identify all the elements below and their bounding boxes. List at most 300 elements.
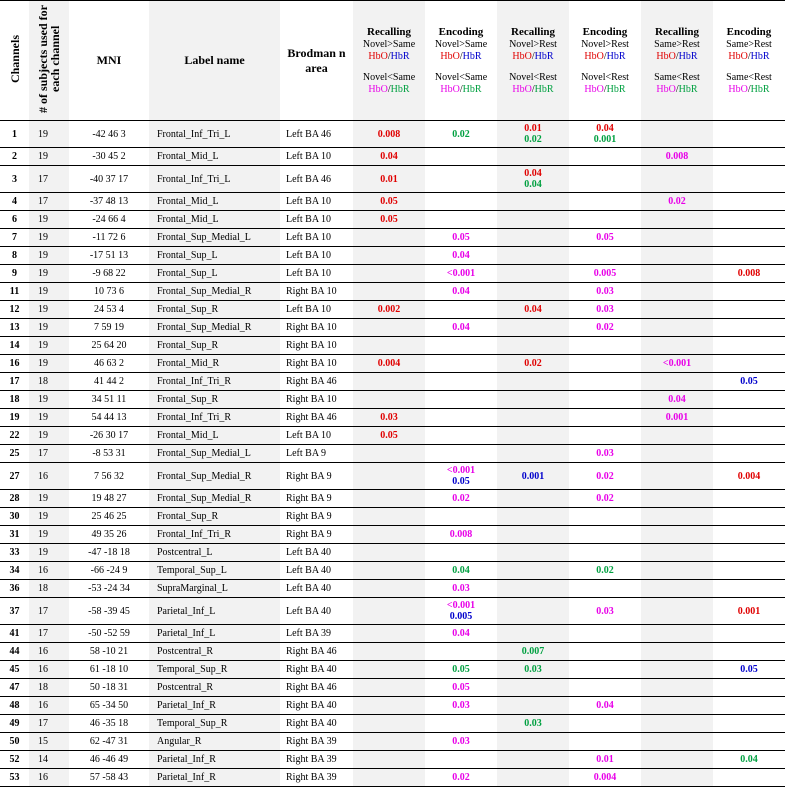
mni-coordinates: 65 -34 50	[69, 697, 149, 715]
p-value: 0.008	[665, 151, 689, 162]
label-name: Frontal_Inf_Tri_R	[149, 373, 280, 391]
table-row	[0, 337, 785, 355]
p-value-cell	[569, 661, 641, 679]
p-value-cell	[641, 193, 713, 211]
subject-count: 17	[29, 166, 69, 193]
subject-count: 18	[29, 580, 69, 598]
table-row	[0, 247, 785, 265]
p-value: 0.02	[668, 196, 686, 207]
brodmann-area: Right BA 10	[280, 355, 353, 373]
p-value: 0.03	[596, 448, 614, 459]
p-value-cell	[497, 598, 569, 625]
legend-slash: /	[387, 50, 391, 62]
p-value-cell	[353, 598, 425, 625]
p-value-cell	[641, 679, 713, 697]
header-contrast	[713, 1, 785, 121]
subject-count: 19	[29, 121, 69, 148]
subject-count: 19	[29, 355, 69, 373]
table-row	[0, 715, 785, 733]
table-row	[0, 121, 785, 148]
p-value-cell	[641, 643, 713, 661]
p-value-cell	[497, 508, 569, 526]
contrast-negative: Same<Rest	[654, 71, 700, 83]
p-value-cell	[713, 229, 785, 247]
subject-count: 19	[29, 283, 69, 301]
p-value-cell	[713, 373, 785, 391]
p-value-cell	[569, 625, 641, 643]
channel-number: 50	[0, 733, 29, 751]
header-row	[0, 1, 785, 121]
channel-number: 8	[0, 247, 29, 265]
table-row	[0, 661, 785, 679]
channel-number: 2	[0, 148, 29, 166]
brodmann-area: Right BA 46	[280, 409, 353, 427]
brodmann-area: Left BA 39	[280, 625, 353, 643]
p-value-cell	[569, 643, 641, 661]
contrast-negative-group	[353, 72, 425, 96]
p-value-cell	[569, 769, 641, 787]
p-value-cell	[353, 319, 425, 337]
brodmann-area: Right BA 46	[280, 373, 353, 391]
header-contrast	[497, 1, 569, 121]
p-value-cell	[569, 301, 641, 319]
p-value-cell	[353, 193, 425, 211]
p-value-cell	[425, 490, 497, 508]
p-value: 0.04	[452, 250, 470, 261]
p-value: 0.04	[740, 754, 758, 765]
p-value: 0.03	[452, 700, 470, 711]
p-value-cell	[713, 490, 785, 508]
mni-coordinates: 7 59 19	[69, 319, 149, 337]
p-value-cell	[497, 409, 569, 427]
p-value-cell	[713, 643, 785, 661]
legend-slash: /	[531, 50, 535, 62]
p-value: 0.04	[524, 179, 542, 190]
p-value-cell	[353, 580, 425, 598]
table-row	[0, 427, 785, 445]
hbr-legend: HbR	[462, 50, 482, 62]
p-value-cell	[425, 598, 497, 625]
p-value-cell	[713, 265, 785, 283]
p-value: 0.03	[596, 304, 614, 315]
channel-number: 17	[0, 373, 29, 391]
brodmann-area: Right BA 46	[280, 679, 353, 697]
table-row	[0, 490, 785, 508]
p-value: 0.007	[521, 646, 545, 657]
p-value-cell	[713, 319, 785, 337]
p-value-cell	[425, 337, 497, 355]
p-value-cell	[713, 751, 785, 769]
p-value-cell	[641, 490, 713, 508]
p-value-cell	[353, 562, 425, 580]
p-value-cell	[713, 301, 785, 319]
contrast-positive-group	[425, 26, 497, 63]
p-value-cell	[569, 229, 641, 247]
p-value: 0.04	[452, 628, 470, 639]
mni-coordinates: 41 44 2	[69, 373, 149, 391]
p-value-cell	[713, 715, 785, 733]
subject-count: 16	[29, 643, 69, 661]
mni-coordinates: -9 68 22	[69, 265, 149, 283]
p-value: 0.02	[524, 134, 542, 145]
subject-count: 18	[29, 679, 69, 697]
label-name: Frontal_Sup_Medial_L	[149, 229, 280, 247]
channel-number: 6	[0, 211, 29, 229]
subject-count: 17	[29, 193, 69, 211]
table-row	[0, 373, 785, 391]
p-value-cell	[353, 697, 425, 715]
brodmann-area: Right BA 9	[280, 508, 353, 526]
p-value-cell	[497, 427, 569, 445]
table-row	[0, 679, 785, 697]
contrast-negative-group	[713, 72, 785, 96]
hbr-legend: HbR	[750, 50, 770, 62]
p-value-cell	[497, 679, 569, 697]
p-value-cell	[713, 661, 785, 679]
hbo-legend: HbO	[656, 50, 676, 62]
p-value: 0.04	[668, 394, 686, 405]
subject-count: 17	[29, 715, 69, 733]
brodmann-area: Right BA 46	[280, 643, 353, 661]
p-value-cell	[353, 643, 425, 661]
subject-count: 15	[29, 733, 69, 751]
p-value-cell	[497, 247, 569, 265]
hbr-legend: HbR	[606, 83, 626, 95]
p-value-cell	[425, 319, 497, 337]
mni-coordinates: -26 30 17	[69, 427, 149, 445]
p-value-cell	[353, 679, 425, 697]
p-value-cell	[497, 661, 569, 679]
hbr-legend: HbR	[462, 83, 482, 95]
channel-number: 25	[0, 445, 29, 463]
p-value-cell	[497, 166, 569, 193]
legend-slash: /	[531, 83, 535, 95]
header-subjects: # of subjects used for each channel	[29, 1, 69, 121]
p-value-cell	[713, 580, 785, 598]
p-value-cell	[641, 580, 713, 598]
label-name: Frontal_Inf_Tri_L	[149, 121, 280, 148]
p-value-cell	[569, 733, 641, 751]
contrast-positive-group	[713, 26, 785, 63]
p-value: 0.008	[737, 268, 761, 279]
p-value-cell	[497, 697, 569, 715]
mni-coordinates: -37 48 13	[69, 193, 149, 211]
label-name: Frontal_Sup_Medial_R	[149, 490, 280, 508]
p-value-cell	[497, 283, 569, 301]
header-label-name: Label name	[149, 1, 280, 121]
table-row	[0, 229, 785, 247]
p-value-cell	[713, 211, 785, 229]
p-value-cell	[497, 265, 569, 283]
p-value: 0.005	[593, 268, 617, 279]
p-value-cell	[353, 391, 425, 409]
brodmann-area: Left BA 10	[280, 247, 353, 265]
brodmann-area: Left BA 10	[280, 301, 353, 319]
p-value-cell	[713, 427, 785, 445]
channel-number: 49	[0, 715, 29, 733]
header-contrast	[641, 1, 713, 121]
p-value-cell	[641, 373, 713, 391]
brodmann-area: Right BA 39	[280, 769, 353, 787]
brodmann-area: Right BA 10	[280, 319, 353, 337]
header-contrast	[353, 1, 425, 121]
p-value-cell	[497, 490, 569, 508]
channel-number: 53	[0, 769, 29, 787]
subject-count: 19	[29, 337, 69, 355]
p-value-cell	[425, 247, 497, 265]
mni-coordinates: 10 73 6	[69, 283, 149, 301]
p-value-cell	[425, 301, 497, 319]
subject-count: 16	[29, 697, 69, 715]
p-value-cell	[497, 580, 569, 598]
p-value: 0.03	[596, 605, 614, 617]
p-value-cell	[425, 409, 497, 427]
p-value-cell	[641, 409, 713, 427]
contrast-positive: Novel>Rest	[581, 38, 629, 50]
subject-count: 19	[29, 265, 69, 283]
p-value-cell	[353, 355, 425, 373]
mni-coordinates: 46 63 2	[69, 355, 149, 373]
contrast-negative: Novel<Rest	[509, 71, 557, 83]
p-value-cell	[497, 121, 569, 148]
table-row	[0, 751, 785, 769]
p-value-cell	[641, 733, 713, 751]
brodmann-area: Left BA 46	[280, 121, 353, 148]
label-name: Frontal_Sup_R	[149, 391, 280, 409]
p-value: 0.04	[452, 322, 470, 333]
label-name: Postcentral_L	[149, 544, 280, 562]
label-name: Parietal_Inf_L	[149, 625, 280, 643]
label-name: Frontal_Mid_L	[149, 193, 280, 211]
p-value-cell	[497, 337, 569, 355]
channel-number: 3	[0, 166, 29, 193]
p-value-cell	[713, 391, 785, 409]
brodmann-area: Right BA 40	[280, 661, 353, 679]
p-value-cell	[353, 148, 425, 166]
p-value-cell	[713, 562, 785, 580]
channel-number: 34	[0, 562, 29, 580]
channel-number: 36	[0, 580, 29, 598]
p-value-cell	[569, 211, 641, 229]
contrast-title: Recalling	[367, 25, 411, 38]
p-value: 0.01	[596, 754, 614, 765]
contrast-negative-group	[497, 72, 569, 96]
subject-count: 19	[29, 508, 69, 526]
hbo-legend: HbO	[440, 50, 460, 62]
mni-coordinates: 7 56 32	[69, 463, 149, 490]
contrast-positive-group	[353, 26, 425, 63]
p-value-cell	[497, 301, 569, 319]
p-value-cell	[713, 598, 785, 625]
channel-number: 30	[0, 508, 29, 526]
channel-number: 11	[0, 283, 29, 301]
channel-number: 13	[0, 319, 29, 337]
hbo-legend: HbO	[368, 50, 388, 62]
subject-count: 16	[29, 769, 69, 787]
p-value: 0.02	[452, 128, 470, 140]
p-value: 0.05	[452, 232, 470, 243]
p-value-cell	[497, 463, 569, 490]
brodmann-area: Right BA 9	[280, 490, 353, 508]
mni-coordinates: -8 53 31	[69, 445, 149, 463]
table-body	[0, 121, 785, 787]
p-value: 0.001	[665, 412, 689, 423]
p-value-cell	[569, 373, 641, 391]
p-value-cell	[497, 526, 569, 544]
p-value-cell	[569, 121, 641, 148]
p-value-cell	[425, 148, 497, 166]
p-value: 0.02	[596, 322, 614, 333]
table-row	[0, 544, 785, 562]
p-value: 0.008	[377, 128, 401, 140]
mni-coordinates: 54 44 13	[69, 409, 149, 427]
hbr-legend: HbR	[678, 50, 698, 62]
contrast-title: Recalling	[511, 25, 555, 38]
p-value-cell	[569, 697, 641, 715]
p-value-cell	[569, 445, 641, 463]
contrast-positive: Novel>Same	[434, 38, 488, 50]
channel-number: 27	[0, 463, 29, 490]
p-value-cell	[497, 229, 569, 247]
mni-coordinates: -17 51 13	[69, 247, 149, 265]
p-value-cell	[641, 355, 713, 373]
contrast-negative: Novel<Same	[362, 71, 416, 83]
label-name: Frontal_Mid_L	[149, 148, 280, 166]
label-name: Parietal_Inf_R	[149, 697, 280, 715]
hbo-legend: HbO	[512, 50, 532, 62]
header-mni: MNI	[69, 1, 149, 121]
p-value-cell	[353, 283, 425, 301]
p-value-cell	[353, 463, 425, 490]
p-value: 0.04	[524, 168, 542, 179]
p-value-cell	[425, 715, 497, 733]
p-value-cell	[569, 580, 641, 598]
p-value: 0.04	[524, 304, 542, 315]
channel-number: 48	[0, 697, 29, 715]
p-value-cell	[425, 355, 497, 373]
subject-count: 19	[29, 319, 69, 337]
contrast-negative: Same<Rest	[726, 71, 772, 83]
channel-number: 12	[0, 301, 29, 319]
p-value-cell	[569, 463, 641, 490]
hbr-legend: HbR	[390, 50, 410, 62]
p-value-cell	[425, 643, 497, 661]
brodmann-area: Left BA 10	[280, 265, 353, 283]
hbo-legend: HbO	[728, 83, 748, 95]
p-value-cell	[569, 526, 641, 544]
legend-slash: /	[747, 83, 751, 95]
p-value-cell	[353, 337, 425, 355]
p-value-cell	[353, 166, 425, 193]
p-value-cell	[425, 580, 497, 598]
p-value-cell	[425, 229, 497, 247]
label-name: Frontal_Sup_Medial_R	[149, 463, 280, 490]
p-value-cell	[641, 337, 713, 355]
label-name: Temporal_Sup_R	[149, 715, 280, 733]
p-value: 0.004	[377, 358, 401, 369]
p-value: 0.02	[596, 470, 614, 482]
p-value: 0.01	[380, 173, 398, 185]
contrast-negative-group	[641, 72, 713, 96]
p-value: 0.03	[524, 664, 542, 675]
p-value-cell	[353, 733, 425, 751]
contrast-positive: Novel>Rest	[509, 38, 557, 50]
channel-number: 9	[0, 265, 29, 283]
p-value-cell	[713, 679, 785, 697]
p-value-cell	[425, 427, 497, 445]
hbo-legend: HbO	[512, 83, 532, 95]
p-value-cell	[641, 769, 713, 787]
header-channels: Channels	[0, 1, 29, 121]
p-value-cell	[425, 463, 497, 490]
label-name: Frontal_Mid_L	[149, 211, 280, 229]
p-value: 0.05	[452, 476, 470, 487]
p-value-cell	[497, 445, 569, 463]
p-value: 0.004	[593, 772, 617, 783]
contrast-negative: Novel<Rest	[581, 71, 629, 83]
p-value-cell	[641, 247, 713, 265]
subject-count: 17	[29, 445, 69, 463]
subject-count: 16	[29, 463, 69, 490]
p-value: 0.03	[452, 583, 470, 594]
subject-count: 16	[29, 661, 69, 679]
p-value-cell	[425, 283, 497, 301]
p-value: 0.05	[596, 232, 614, 243]
p-value-cell	[641, 427, 713, 445]
contrast-positive: Novel>Same	[362, 38, 416, 50]
subject-count: 19	[29, 391, 69, 409]
p-value-cell	[641, 661, 713, 679]
table-row	[0, 625, 785, 643]
brodmann-area: Left BA 10	[280, 193, 353, 211]
mni-coordinates: -47 -18 18	[69, 544, 149, 562]
contrast-positive: Same>Rest	[726, 38, 772, 50]
p-value-cell	[497, 625, 569, 643]
label-name: Frontal_Sup_Medial_R	[149, 283, 280, 301]
mni-coordinates: 25 64 20	[69, 337, 149, 355]
hbr-legend: HbR	[534, 83, 554, 95]
p-value-cell	[497, 715, 569, 733]
p-value-cell	[641, 445, 713, 463]
p-value-cell	[569, 427, 641, 445]
p-value-cell	[425, 121, 497, 148]
legend-slash: /	[747, 50, 751, 62]
p-value-cell	[497, 562, 569, 580]
table-row	[0, 391, 785, 409]
subject-count: 19	[29, 490, 69, 508]
p-value-cell	[713, 625, 785, 643]
label-name: Frontal_Mid_R	[149, 355, 280, 373]
p-value-cell	[569, 193, 641, 211]
label-name: Parietal_Inf_L	[149, 598, 280, 625]
brodmann-area: Left BA 40	[280, 580, 353, 598]
contrast-negative: Novel<Same	[434, 71, 488, 83]
p-value-cell	[713, 526, 785, 544]
table-row	[0, 265, 785, 283]
p-value-cell	[425, 751, 497, 769]
mni-coordinates: 57 -58 43	[69, 769, 149, 787]
p-value-cell	[713, 355, 785, 373]
mni-coordinates: -53 -24 34	[69, 580, 149, 598]
mni-coordinates: 49 35 26	[69, 526, 149, 544]
brodmann-area: Right BA 39	[280, 733, 353, 751]
table-row	[0, 643, 785, 661]
header-contrast	[569, 1, 641, 121]
p-value: 0.04	[452, 286, 470, 297]
label-name: Frontal_Inf_Tri_R	[149, 526, 280, 544]
contrast-positive-group	[641, 26, 713, 63]
p-value-cell	[641, 715, 713, 733]
